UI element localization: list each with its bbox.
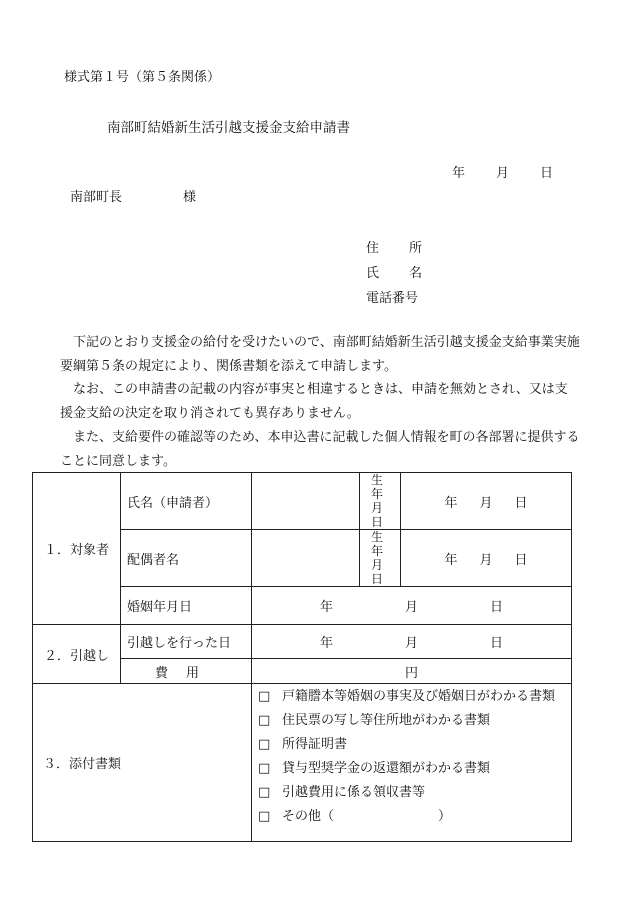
document-title: 南部町結婚新生活引越支援金支給申請書 xyxy=(107,120,350,136)
marriage-date-label: 婚姻年月日 xyxy=(121,587,252,625)
cost-value[interactable] xyxy=(252,659,572,684)
addressee-honorific: 様 xyxy=(183,190,197,205)
checkbox-icon[interactable]: □ xyxy=(258,737,271,752)
body-paragraph-1: 下記のとおり支援金の給付を受けたいので、南部町結婚新生活引越支援金支給事業実施要綱第５条の規定により、関係書類を添えて申請します。 xyxy=(60,335,580,374)
attachment-item-family-register[interactable]: □ 戸籍謄本等婚姻の事実及び婚姻日がわかる書類 xyxy=(258,689,556,704)
form-number: 様式第１号（第５条関係） xyxy=(64,70,221,85)
addressee-name: 南部町長 xyxy=(70,190,123,205)
section2-label: ２．引越し xyxy=(33,625,121,684)
checkbox-icon[interactable]: □ xyxy=(258,713,271,728)
body-paragraph-2: なお、この申請書の記載の内容が事実と相違するときは、申請を無効とされ、又は支援金支給の決定を取り消されても異存ありません。 xyxy=(60,382,568,422)
application-table xyxy=(32,472,572,842)
date-day-unit: 日 xyxy=(540,166,554,181)
attachment-item-scholarship[interactable]: □ 貸与型奨学金の返還額がわかる書類 xyxy=(258,761,491,776)
spouse-birth-label: 生年 月日 xyxy=(360,530,401,587)
move-date-label: 引越しを行った日 xyxy=(121,625,252,659)
spouse-name-value[interactable] xyxy=(252,530,360,587)
attachment-item-income-certificate[interactable]: □ 所得証明書 xyxy=(258,737,348,752)
attachment-list xyxy=(252,684,572,842)
checkbox-icon[interactable]: □ xyxy=(258,761,271,776)
spouse-name-field-label: 配偶者名 xyxy=(121,530,252,587)
applicant-name-label: 氏名 xyxy=(366,266,453,281)
date-month-unit: 月 xyxy=(496,166,510,181)
spouse-birth-date[interactable]: 年 月 日 xyxy=(401,530,572,587)
move-date-value[interactable]: 年 月 日 xyxy=(252,625,572,659)
applicant-birth-label: 生年 月日 xyxy=(360,473,401,530)
body-text xyxy=(60,331,580,473)
applicant-address-label: 住所 xyxy=(366,241,453,256)
attachment-item-resident-record[interactable]: □ 住民票の写し等住所地がわかる書類 xyxy=(258,713,491,728)
section1-label: １．対象者 xyxy=(33,473,121,625)
attachment-item-other[interactable]: □ その他（ ） xyxy=(258,809,452,824)
applicant-name-value[interactable] xyxy=(252,473,360,530)
checkbox-icon[interactable]: □ xyxy=(258,785,271,800)
applicant-name-field-label: 氏名（申請者） xyxy=(121,473,252,530)
checkbox-icon[interactable]: □ xyxy=(258,689,271,704)
marriage-date-value[interactable]: 年 月 日 xyxy=(252,587,572,625)
checkbox-icon[interactable]: □ xyxy=(258,809,271,824)
date-year-unit: 年 xyxy=(452,166,466,181)
body-paragraph-3: また、支給要件の確認等のため、本申込書に記載した個人情報を町の各部署に提供することに同意します。 xyxy=(60,429,580,469)
yen-unit: 円 xyxy=(404,665,418,681)
applicant-birth-date[interactable]: 年 月 日 xyxy=(401,473,572,530)
applicant-phone-label: 電話番号 xyxy=(366,291,419,306)
attachment-item-moving-receipt[interactable]: □ 引越費用に係る領収書等 xyxy=(258,785,426,800)
cost-label: 費用 xyxy=(121,659,252,684)
section3-label: ３．添付書類 xyxy=(33,684,252,842)
